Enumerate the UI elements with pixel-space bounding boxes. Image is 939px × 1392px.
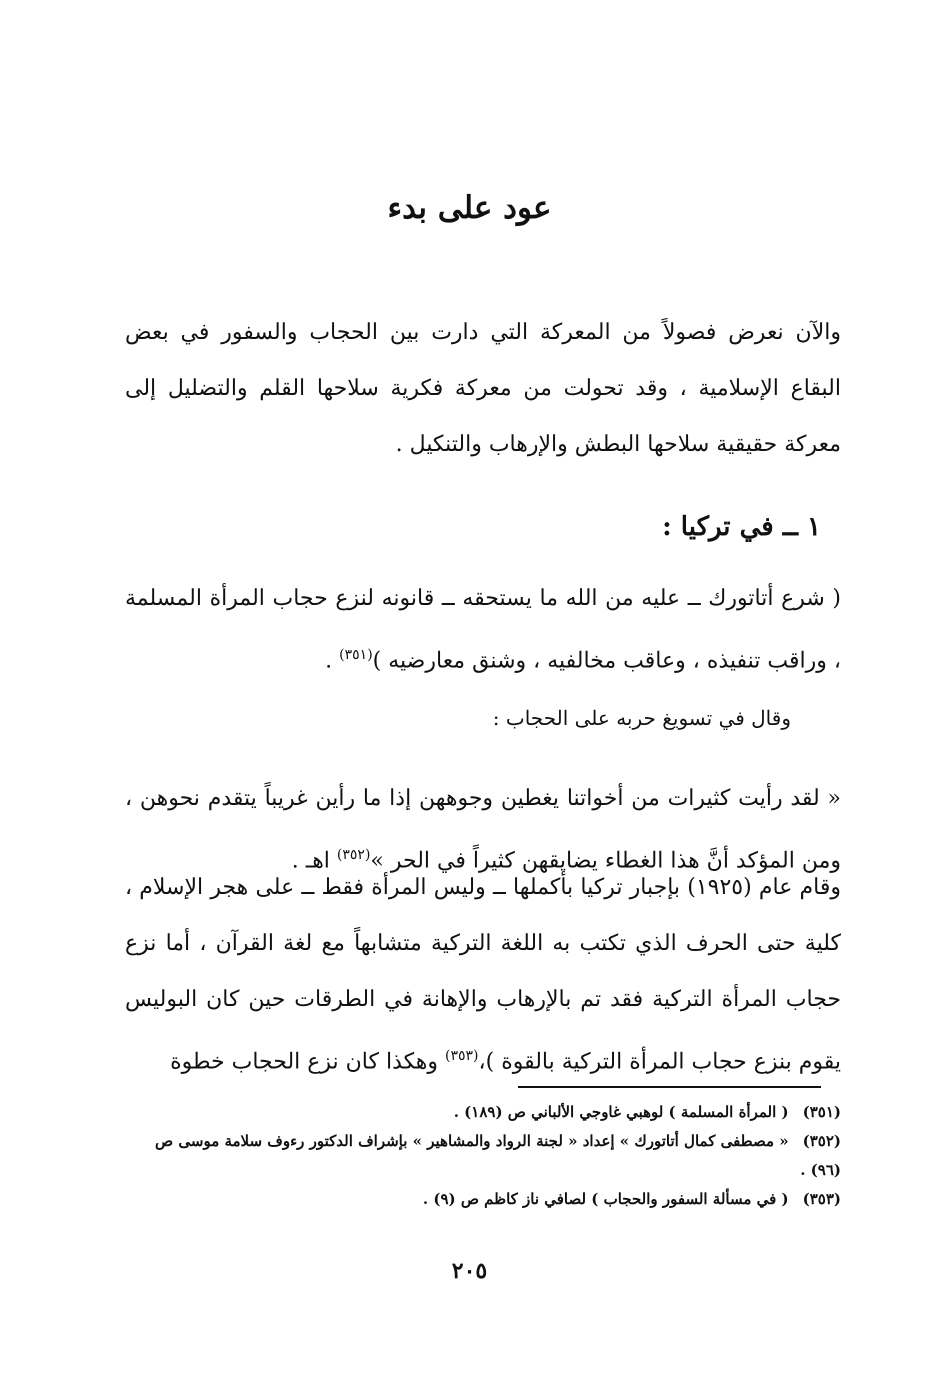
footnote-ref: (٣٥١) [339, 647, 373, 663]
quote-end: اهـ . [291, 848, 337, 874]
chapter-title: عود على بدء [387, 190, 552, 226]
footnote-item [125, 1127, 841, 1185]
footnote-ref: (٣٥٢) [336, 847, 371, 863]
footnote-divider [518, 1086, 821, 1088]
body-text-end: وهكذا كان نزع الحجاب خطوة [170, 1049, 446, 1075]
quote-end: . [325, 648, 340, 674]
lead-paragraph: وقال في تسويغ حربه على الحجاب : [492, 706, 791, 730]
body-text: وقام عام (١٩٢٥) بإجبار تركيا بأكملها ــ وليس المرأة فقط ــ على هجر الإسلام ، كلية حتى الحرف الذي تكتب به اللغة التركية متشابهاً مع لغة القرآن ، أما نزع حجاب المرأة التركية فقد تم بالإرهاب والإهانة في الطرقات حين كان البوليس يقوم بنزع حجاب المرأة التركية بالقوة )، [125, 875, 841, 1075]
page-number: ٢٠٥ [451, 1258, 488, 1284]
quote-text: « لقد رأيت كثيرات من أخواتنا يغطين وجوههن إذا ما رأين غريباً يتقدم نحوهن ، ومن المؤكد أنَّ هذا الغطاء يضايقهن كثيراً في الحر » [125, 786, 841, 874]
footnotes [125, 1098, 841, 1214]
footnote-number: (٣٥١) [802, 1103, 841, 1121]
section-heading: ١ ــ في تركيا : [662, 512, 821, 542]
footnote-number: (٣٥٣) [802, 1190, 841, 1208]
footnote-ref: (٣٥٣) [445, 1048, 479, 1064]
quote-paragraph-1 [125, 571, 841, 689]
footnote-text: « مصطفى كمال أتاتورك » إعداد « لجنة الرواد والمشاهير » بإشراف الدكتور رءوف سلامة موسى ص (٩٦) . [155, 1132, 841, 1179]
footnote-item [125, 1185, 841, 1214]
footnote-text: ( المرأة المسلمة ) لوهبي غاوجي الألباني ص (١٨٩) . [453, 1103, 789, 1121]
quote-text: ( شرع أتاتورك ــ عليه من الله ما يستحقه ــ قانونه لنزع حجاب المرأة المسلمة ، وراقب تنفيذه ، وعاقب مخالفيه ، وشنق معارضيه ) [125, 586, 841, 674]
footnote-text: ( في مسألة السفور والحجاب ) لصافي ناز كاظم ص (٩) . [422, 1190, 789, 1208]
footnote-number: (٣٥٢) [802, 1132, 841, 1150]
footnote-item [125, 1098, 841, 1127]
body-paragraph [125, 860, 841, 1090]
intro-paragraph: والآن نعرض فصولاً من المعركة التي دارت بين الحجاب والسفور في بعض البقاع الإسلامية ، وقد تحولت من معركة فكرية سلاحها القلم والتضليل إلى معركة حقيقية سلاحها البطش والإرهاب والتنكيل . [125, 320, 841, 457]
